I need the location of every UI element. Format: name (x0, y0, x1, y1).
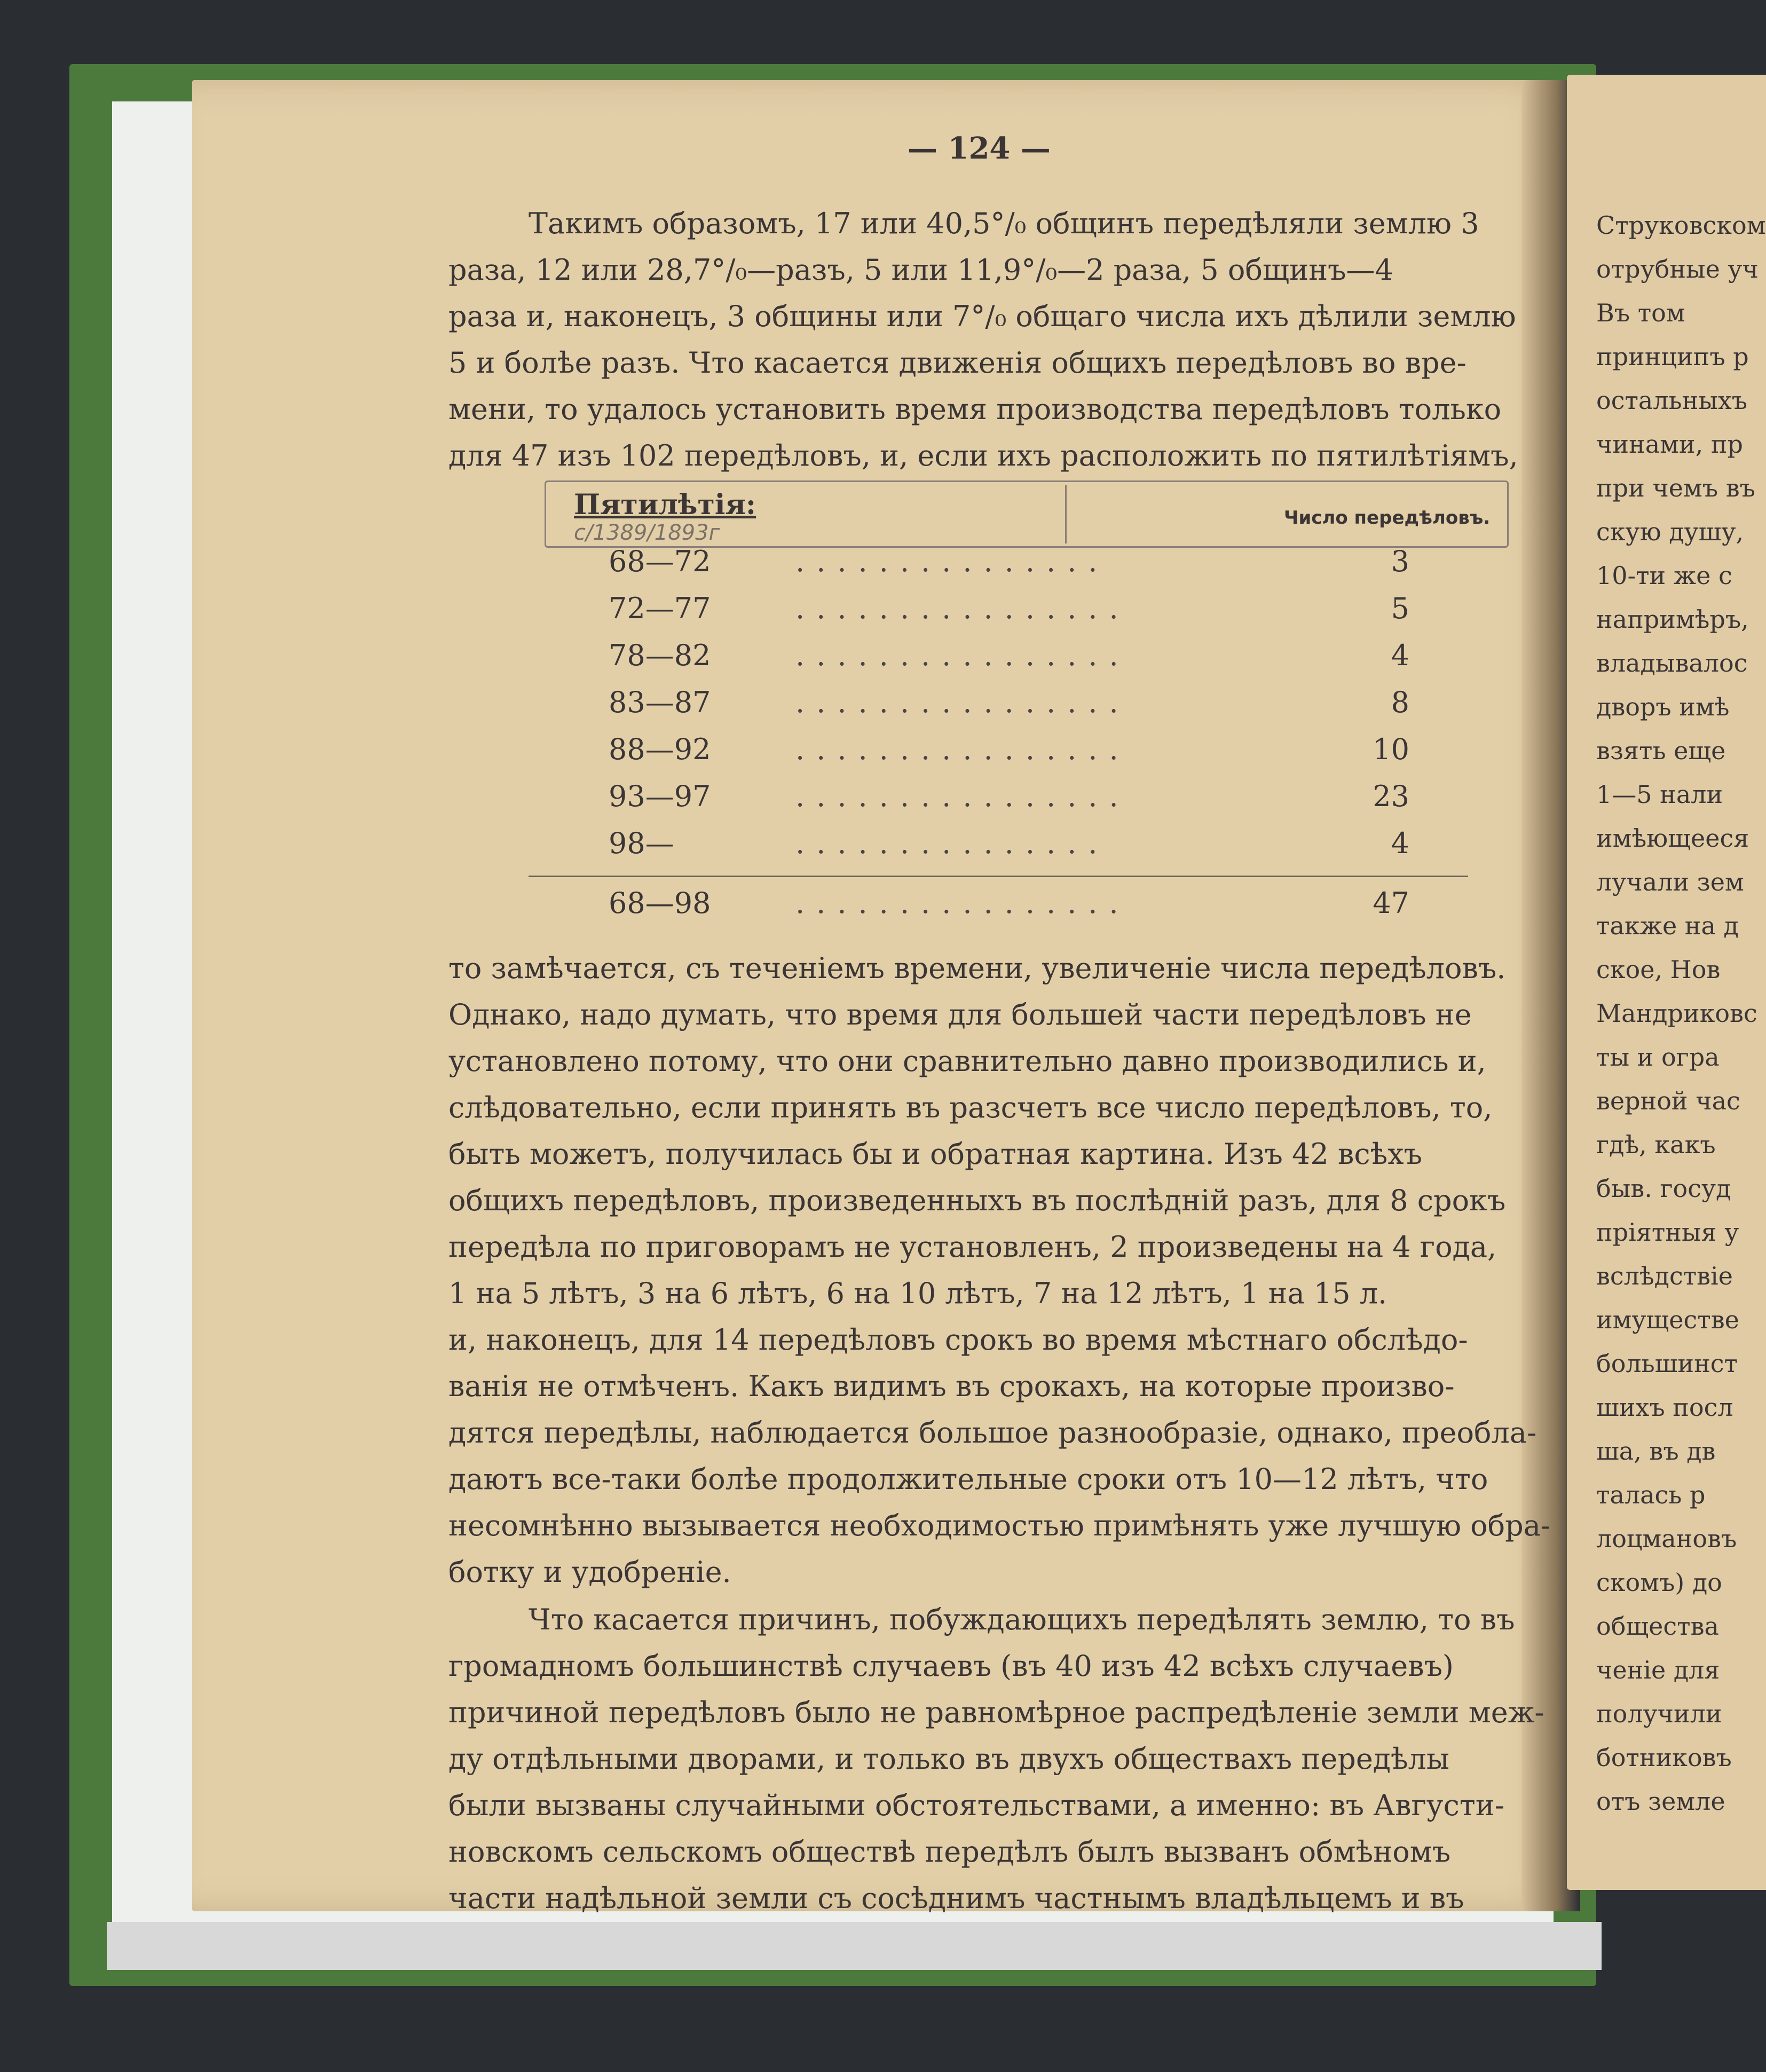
right-page-line: быв. госуд (1596, 1174, 1731, 1203)
right-page-line: принципъ р (1596, 342, 1749, 371)
leader-dots: ................ (795, 592, 1130, 625)
right-page-line: лучали зем (1596, 868, 1744, 896)
leader-dots: ................ (795, 686, 1130, 719)
text-line: раза, 12 или 28,7°/₀—разъ, 5 или 11,9°/₀—2 раза, 5 общинъ—4 (448, 253, 1393, 287)
table-period: 78—82 (609, 639, 711, 672)
page-edge (107, 1922, 1602, 1970)
text-line: 5 и болѣе разъ. Что касается движенія общихъ передѣловъ во вре- (448, 346, 1467, 380)
text-line: Что касается причинъ, побуждающихъ передѣлять землю, то въ (529, 1603, 1515, 1636)
table-row (609, 779, 1409, 822)
page-number: — 124 — (908, 131, 1051, 166)
table-count: 8 (1391, 686, 1409, 719)
right-page-line: ботниковъ (1596, 1743, 1732, 1772)
right-page-line: Струковском (1596, 211, 1766, 240)
table-row (609, 545, 1409, 587)
right-page-line: 1—5 нали (1596, 780, 1723, 809)
right-page-line: большинст (1596, 1349, 1738, 1378)
right-page-line: при чемъ въ (1596, 474, 1755, 502)
text-line: общихъ передѣловъ, произведенныхъ въ послѣдній разъ, для 8 срокъ (448, 1184, 1506, 1217)
table-count: 4 (1391, 826, 1409, 860)
text-line: Такимъ образомъ, 17 или 40,5°/₀ общинъ передѣляли землю 3 (529, 207, 1479, 240)
text-line: 1 на 5 лѣтъ, 3 на 6 лѣтъ, 6 на 10 лѣтъ, 7 на 12 лѣтъ, 1 на 15 л. (448, 1277, 1387, 1310)
table-period: 93—97 (609, 779, 711, 813)
right-page-line: чинами, пр (1596, 430, 1743, 459)
leader-dots: ................ (795, 886, 1130, 920)
table-total-row (609, 886, 1409, 929)
right-page-line: 10-ти же с (1596, 561, 1732, 590)
right-page-line: шихъ посл (1596, 1393, 1733, 1422)
text-line: даютъ все-таки болѣе продолжительные сроки отъ 10—12 лѣтъ, что (448, 1462, 1488, 1496)
table-count: 23 (1373, 779, 1409, 813)
text-line: установлено потому, что они сравнительно давно производились и, (448, 1044, 1486, 1078)
table-period: 98— (609, 826, 674, 860)
table-total-period: 68—98 (609, 886, 711, 920)
table-period: 68—72 (609, 545, 711, 578)
pencil-annotation: с/1389/1893г (574, 521, 720, 545)
text-line: части надѣльной земли съ сосѣднимъ частнымъ владѣльцемъ и въ (448, 1881, 1464, 1915)
table-count: 5 (1391, 592, 1409, 625)
right-page-line: получили (1596, 1699, 1722, 1728)
text-line: дятся передѣлы, наблюдается большое разнообразіе, однако, преобла- (448, 1416, 1537, 1449)
table-period: 88—92 (609, 732, 711, 766)
right-page-line: верной час (1596, 1086, 1740, 1115)
right-page-line: ты и огра (1596, 1043, 1720, 1072)
leader-dots: ................ (795, 639, 1130, 672)
text-line: и, наконецъ, для 14 передѣловъ срокъ во время мѣстнаго обслѣдо- (448, 1323, 1468, 1357)
paragraph-3 (448, 1596, 1543, 1921)
table-header-periods: Пятилѣтія: (574, 489, 756, 521)
right-page-line: имуществе (1596, 1305, 1739, 1334)
right-page-line: напримѣръ, (1596, 605, 1749, 634)
right-page-line: имѣющееся (1596, 824, 1749, 853)
table-header-divider (1065, 485, 1067, 543)
text-line: передѣла по приговорамъ не установленъ, 2 произведены на 4 года, (448, 1230, 1497, 1264)
right-page-line: общества (1596, 1612, 1719, 1641)
text-line: причиной передѣловъ было не равномѣрное распредѣленіе земли меж- (448, 1696, 1544, 1729)
text-line: для 47 изъ 102 передѣловъ, и, если ихъ расположить по пятилѣтіямъ, (448, 439, 1518, 472)
right-page-line: ченіе для (1596, 1656, 1720, 1684)
right-page-line: дворъ имѣ (1596, 692, 1730, 721)
right-page-line: гдѣ, какъ (1596, 1130, 1716, 1159)
right-page-line: скую душу, (1596, 517, 1744, 546)
table-count: 4 (1391, 639, 1409, 672)
text-line: мени, то удалось установить время производства передѣловъ только (448, 392, 1502, 426)
table-period: 83—87 (609, 686, 711, 719)
right-page-line: владывалос (1596, 649, 1748, 677)
leader-dots: ................ (795, 732, 1130, 766)
table-total-rule (529, 876, 1468, 877)
right-page-line: отрубные уч (1596, 255, 1759, 283)
text-line: громадномъ большинствѣ случаевъ (въ 40 изъ 42 всѣхъ случаевъ) (448, 1649, 1454, 1683)
right-page-line: взять еще (1596, 736, 1726, 765)
table-row (609, 639, 1409, 681)
paragraph-1 (448, 200, 1543, 479)
right-page-line: Въ том (1596, 298, 1685, 327)
right-page-line: также на д (1596, 911, 1739, 940)
leader-dots: ............... (795, 545, 1109, 578)
text-line: раза и, наконецъ, 3 общины или 7°/₀ общаго числа ихъ дѣлили землю (448, 300, 1516, 333)
right-page-line: вслѣдствіе (1596, 1262, 1733, 1290)
right-page-line: остальныхъ (1596, 386, 1748, 415)
text-line: несомнѣнно вызывается необходимостью примѣнять уже лучшую обра- (448, 1509, 1551, 1542)
table-row (609, 686, 1409, 728)
table-total-count: 47 (1373, 886, 1409, 920)
right-page-line: ское, Нов (1596, 955, 1721, 984)
right-page-line: ша, въ дв (1596, 1437, 1716, 1466)
table-period: 72—77 (609, 592, 711, 625)
table-row (609, 732, 1409, 775)
table-count: 10 (1373, 732, 1409, 766)
table-row (609, 826, 1409, 869)
right-page-line: Мандриковс (1596, 999, 1757, 1028)
table-count: 3 (1391, 545, 1409, 578)
text-line: новскомъ сельскомъ обществѣ передѣлъ былъ вызванъ обмѣномъ (448, 1835, 1451, 1869)
text-line: Однако, надо думать, что время для большей части передѣловъ не (448, 998, 1472, 1031)
text-line: ванія не отмѣченъ. Какъ видимъ въ срокахъ, на которые произво- (448, 1369, 1455, 1403)
leader-dots: ............... (795, 826, 1109, 860)
leader-dots: ................ (795, 779, 1130, 813)
right-page-line: талась р (1596, 1480, 1706, 1509)
text-line: слѣдовательно, если принять въ разсчетъ все число передѣловъ, то, (448, 1091, 1493, 1124)
text-line: были вызваны случайными обстоятельствами, а именно: въ Августи- (448, 1789, 1504, 1822)
table-header-count: Число передѣловъ. (1284, 507, 1491, 529)
text-line: то замѣчается, съ теченіемъ времени, увеличеніе числа передѣловъ. (448, 951, 1506, 985)
text-line: быть можетъ, получилась бы и обратная картина. Изъ 42 всѣхъ (448, 1137, 1422, 1171)
right-page-line: пріятныя у (1596, 1218, 1739, 1247)
right-page-line: лоцмановъ (1596, 1524, 1737, 1553)
text-line: ботку и удобреніе. (448, 1555, 731, 1589)
right-page-line: скомъ) до (1596, 1568, 1722, 1597)
text-line: ду отдѣльными дворами, и только въ двухъ обществахъ передѣлы (448, 1742, 1449, 1776)
paragraph-2 (448, 945, 1551, 1595)
right-page-line: отъ земле (1596, 1787, 1725, 1816)
table-row (609, 592, 1409, 634)
